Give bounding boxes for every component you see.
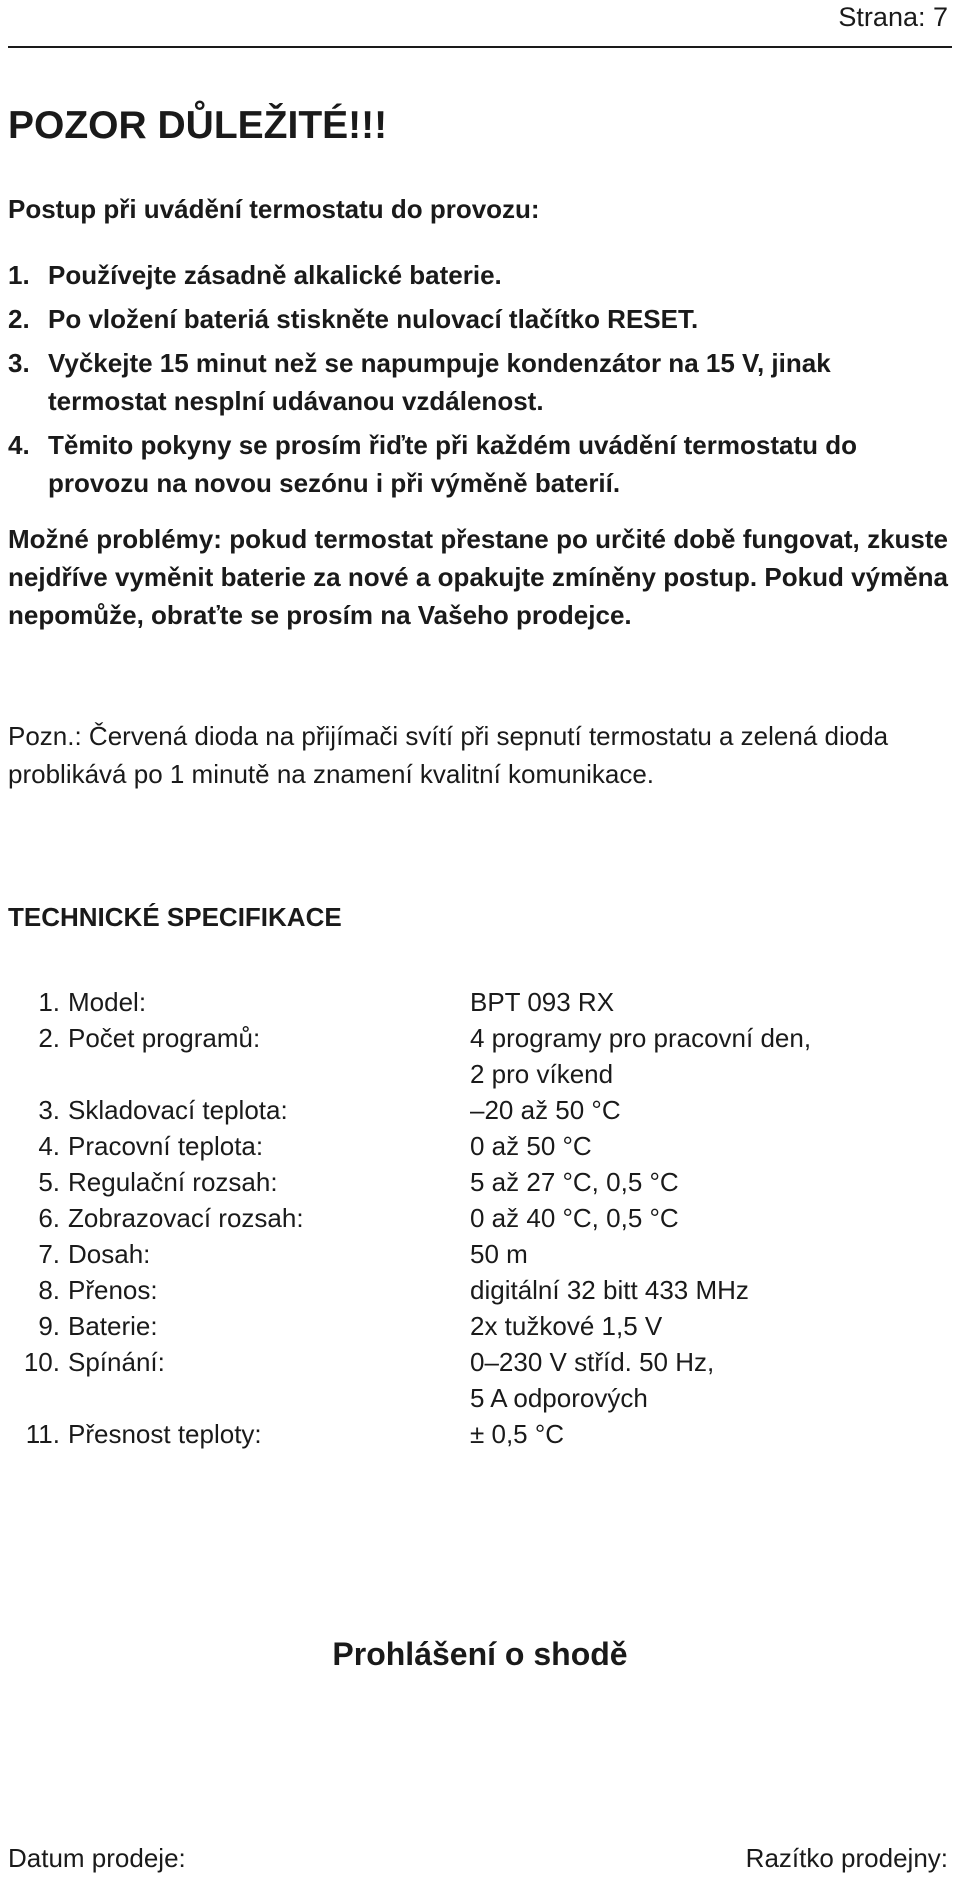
- step-text: Vyčkejte 15 minut než se napumpuje kondenzátor na 15 V, jinak termostat nesplní udávanou vzdálenost.: [48, 348, 831, 416]
- spec-heading: TECHNICKÉ SPECIFIKACE: [8, 902, 342, 932]
- spec-row: [8, 1056, 811, 1092]
- spec-number: 5.: [38, 1167, 60, 1197]
- spec-label: Regulační rozsah:: [68, 1167, 278, 1197]
- spec-row: [8, 1128, 811, 1164]
- spec-number: 7.: [38, 1239, 60, 1269]
- spec-value: 0 až 40 °C, 0,5 °C: [470, 1203, 679, 1233]
- spec-value: 2 pro víkend: [470, 1059, 614, 1089]
- spec-value: 5 A odporových: [470, 1383, 648, 1413]
- step-number: 3.: [8, 348, 30, 378]
- spec-value: ± 0,5 °C: [470, 1419, 565, 1449]
- page-title: POZOR DŮLEŽITÉ!!!: [8, 104, 388, 147]
- spec-label: Spínání:: [68, 1347, 165, 1377]
- spec-row: [8, 1416, 811, 1452]
- spec-number: 11.: [25, 1419, 60, 1449]
- sale-date-label: Datum prodeje:: [8, 1843, 186, 1873]
- spec-number: [8, 1380, 68, 1416]
- spec-table: [8, 984, 811, 1452]
- spec-row: [8, 1236, 811, 1272]
- spec-label: Dosah:: [68, 1239, 151, 1269]
- spec-row: [8, 1380, 811, 1416]
- spec-number: 6.: [38, 1203, 60, 1233]
- procedure-subtitle: Postup při uvádění termostatu do provozu:: [8, 194, 540, 224]
- spec-row: [8, 984, 811, 1020]
- spec-number: 8.: [38, 1275, 60, 1305]
- spec-value: 0 až 50 °C: [470, 1131, 592, 1161]
- page-number: Strana: 7: [838, 2, 948, 32]
- spec-label: Přenos:: [68, 1275, 158, 1305]
- spec-value: digitální 32 bitt 433 MHz: [470, 1275, 749, 1305]
- spec-value: 4 programy pro pracovní den,: [470, 1023, 812, 1053]
- spec-number: [8, 1056, 68, 1092]
- spec-row: [8, 1092, 811, 1128]
- spec-value: BPT 093 RX: [470, 987, 615, 1017]
- spec-value: 0–230 V stříd. 50 Hz,: [470, 1347, 715, 1377]
- step-text: Po vložení bateriá stiskněte nulovací tlačítko RESET.: [48, 304, 699, 334]
- spec-number: 2.: [38, 1023, 60, 1053]
- spec-number: 9.: [38, 1311, 60, 1341]
- spec-number: 1.: [38, 987, 60, 1017]
- step-number: 2.: [8, 304, 30, 334]
- procedure-step: [8, 426, 948, 502]
- spec-row: [8, 1020, 811, 1056]
- step-text: Používejte zásadně alkalické baterie.: [48, 260, 502, 290]
- spec-number: 4.: [38, 1131, 60, 1161]
- spec-label: [68, 1380, 470, 1416]
- step-number: 4.: [8, 430, 30, 460]
- header-rule: [8, 46, 952, 48]
- spec-label: Model:: [68, 987, 147, 1017]
- note-paragraph: Pozn.: Červená dioda na přijímači svítí při sepnutí termostatu a zelená dioda problikává po 1 minutě na znamení kvalitní komunikace.: [8, 721, 889, 789]
- spec-label: [68, 1056, 470, 1092]
- spec-value: 5 až 27 °C, 0,5 °C: [470, 1167, 679, 1197]
- procedure-steps: [8, 256, 948, 508]
- spec-value: –20 až 50 °C: [470, 1095, 621, 1125]
- spec-label: Baterie:: [68, 1311, 158, 1341]
- spec-label: Skladovací teplota:: [68, 1095, 288, 1125]
- step-text: Těmito pokyny se prosím řiďte při každém uvádění termostatu do provozu na novou sezónu i při výměně baterií.: [48, 430, 857, 498]
- spec-row: [8, 1272, 811, 1308]
- spec-value: 50 m: [470, 1239, 528, 1269]
- spec-row: [8, 1344, 811, 1380]
- procedure-step: [8, 256, 948, 294]
- spec-row: [8, 1308, 811, 1344]
- spec-label: Přesnost teploty:: [68, 1419, 262, 1449]
- spec-number: 10.: [23, 1347, 60, 1377]
- problems-paragraph: Možné problémy: pokud termostat přestane po určité době fungovat, zkuste nejdříve vyměnit baterie za nové a opakujte zmíněny postup. Pokud výměna nepomůže, obraťte se prosím na Vašeho prodejce.: [8, 524, 948, 630]
- procedure-step: [8, 300, 948, 338]
- spec-label: Zobrazovací rozsah:: [68, 1203, 304, 1233]
- spec-value: 2x tužkové 1,5 V: [470, 1311, 663, 1341]
- step-number: 1.: [8, 260, 30, 290]
- spec-label: Počet programů:: [68, 1023, 261, 1053]
- spec-row: [8, 1164, 811, 1200]
- declaration-heading: Prohlášení o shodě: [332, 1636, 628, 1672]
- spec-row: [8, 1200, 811, 1236]
- store-stamp-label: Razítko prodejny:: [745, 1843, 948, 1873]
- spec-number: 3.: [38, 1095, 60, 1125]
- procedure-step: [8, 344, 948, 420]
- spec-label: Pracovní teplota:: [68, 1131, 264, 1161]
